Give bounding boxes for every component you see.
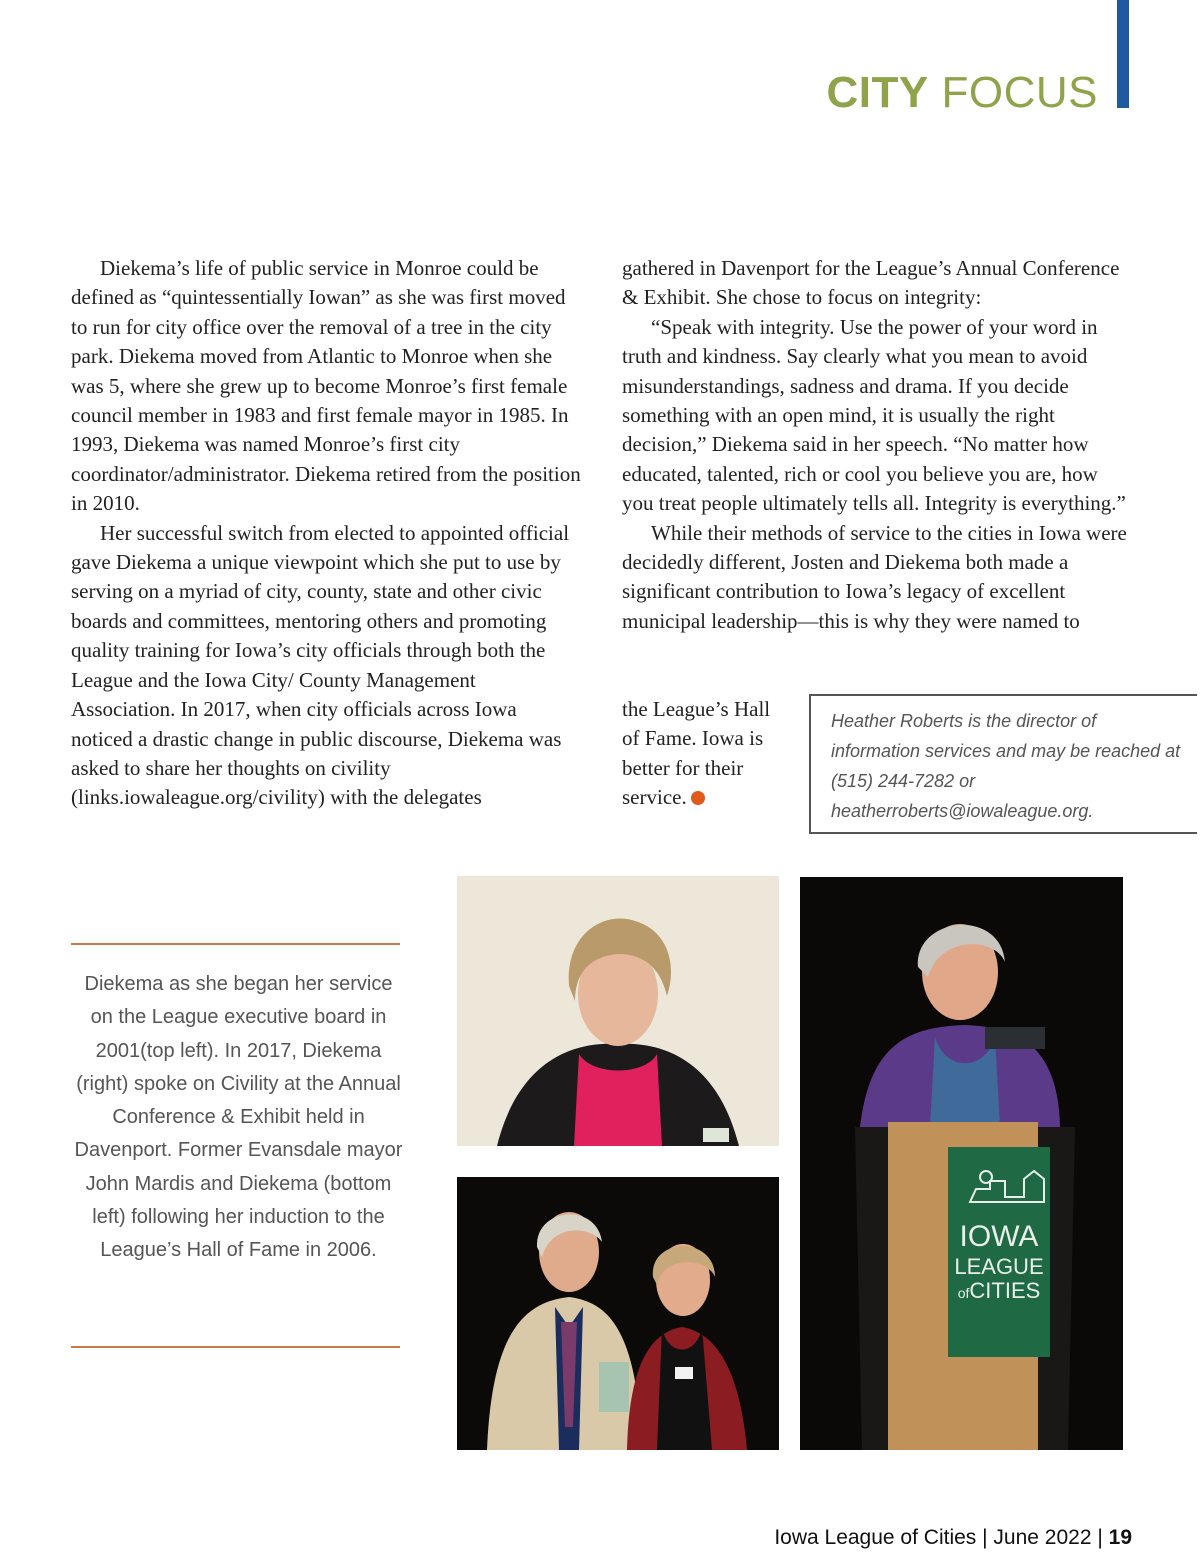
article-left-column — [71, 254, 581, 813]
podium-sign-line-3: ofCITIES — [957, 1278, 1041, 1303]
header-accent-bar — [1117, 0, 1129, 108]
photo-mardis-and-diekema-2006 — [457, 1177, 779, 1450]
section-heading-light: FOCUS — [941, 68, 1098, 117]
podium-sign-line-1: IOWA — [959, 1220, 1039, 1253]
section-heading — [827, 68, 1098, 118]
podium-sign-line-2: LEAGUE — [954, 1254, 1044, 1279]
author-bio-text: Heather Roberts is the director of information services and may be reached at (515) 244-7282 or heatherroberts@iowaleague.org. — [831, 711, 1181, 821]
article-paragraph: gathered in Davenport for the League’s Annual Conference & Exhibit. She chose to focus on integrity: — [622, 256, 1120, 310]
article-paragraph: While their methods of service to the cities in Iowa were decidedly different, Josten and Diekema both made a significant contribution to Iowa’s legacy of excellent municipal leadership—this is why they were named to — [622, 520, 1127, 633]
author-bio-box — [809, 694, 1197, 834]
page-number: 19 — [1108, 1526, 1132, 1549]
article-paragraph: Diekema’s life of public service in Monroe could be defined as “quintessentially Iowan” as she was first moved to run for city office over the removal of a tree in the city park. Diekema moved from Atlantic to Monroe when she was 5, where she grew up to become Monroe’s first female council member in 1983 and first female mayor in 1985. In 1993, Diekema was named Monroe’s first city coordinator/administrator. Diekema retired from the position in 2010. — [71, 256, 581, 516]
page-footer — [774, 1526, 1132, 1550]
footer-publication: Iowa League of Cities | June 2022 | — [774, 1526, 1103, 1549]
article-quote-paragraph: “Speak with integrity. Use the power of your word in truth and kindness. Say clearly what you mean to avoid misunderstandings, sadness and drama. If you decide something with an open mind, it is usually the right decision,” Diekema said in her speech. “No matter how educated, talented, rich or cool you believe you are, how you treat people ultimately tells all. Integrity is everything.” — [622, 314, 1126, 516]
photo-diekema-2001 — [457, 876, 779, 1146]
photo-diekema-at-podium-2017 — [800, 877, 1123, 1450]
article-right-column-end — [622, 695, 792, 813]
podium-sign-text — [948, 1222, 1050, 1302]
caption-bottom-rule — [71, 1346, 400, 1348]
photo-caption: Diekema as she began her service on the League executive board in 2001(top left). In 2017, Diekema (right) spoke on Civility at the Annual Conference & Exhibit held in Davenport. Former Evansdale mayor John Mardis and Diekema (bottom left) following her induction to the League’s Hall of Fame in 2006. — [74, 973, 403, 1262]
article-right-column — [622, 254, 1127, 636]
article-paragraph: Her successful switch from elected to appointed official gave Diekema a unique viewpoint which she put to use by serving on a myriad of city, county, state and other civic boards and committees, mentoring others and promoting quality training for Iowa’s city officials through both the League and the Iowa City/ County Management Association. In 2017, when city officials across Iowa noticed a drastic change in public discourse, Diekema was asked to share her thoughts on civility (links.iowaleague.org/civility) with the delegates — [71, 520, 570, 810]
article-closing-text: the League’s Hall of Fame. Iowa is better for their service. — [622, 697, 771, 810]
section-heading-bold: CITY — [826, 68, 929, 117]
caption-top-rule — [71, 943, 400, 945]
end-of-story-dot-icon — [691, 791, 705, 805]
